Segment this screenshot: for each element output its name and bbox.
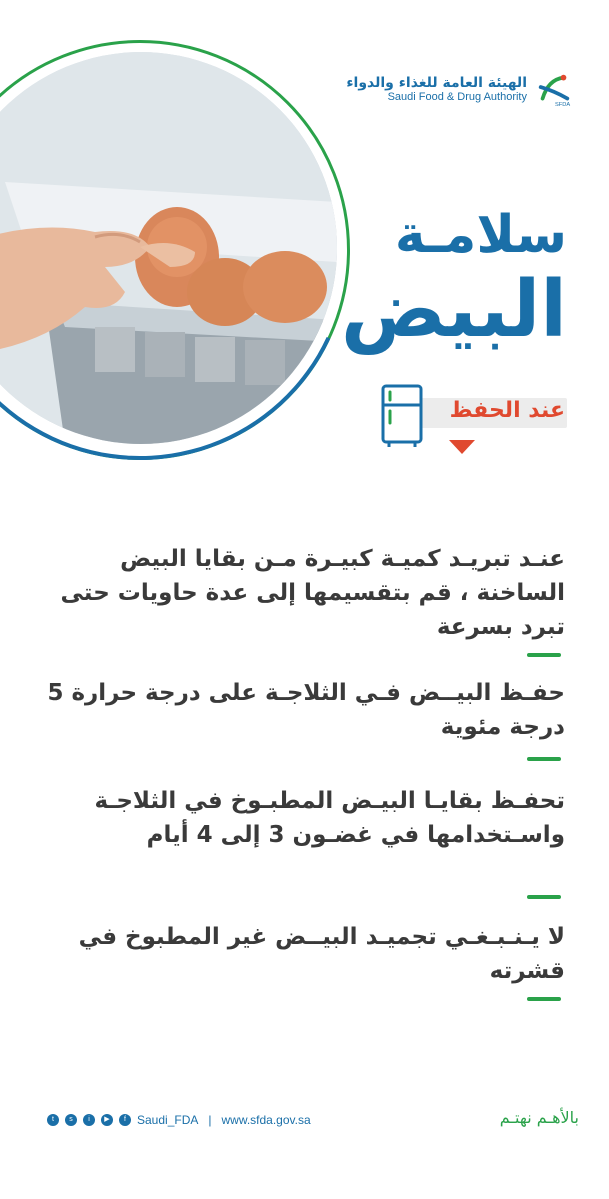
logo-name-english: Saudi Food & Drug Authority [387, 90, 527, 103]
facebook-icon[interactable]: f [119, 1114, 131, 1126]
logo-name-arabic: الهيئة العامة للغذاء والدواء [346, 74, 527, 91]
footer-separator: | [208, 1113, 212, 1127]
youtube-icon[interactable]: ▶ [101, 1114, 113, 1126]
sfda-logo [346, 70, 573, 108]
snapchat-icon[interactable]: s [65, 1114, 77, 1126]
tip-divider [527, 757, 561, 761]
storage-label: عند الحفظ [449, 398, 565, 423]
website-link[interactable]: www.sfda.gov.sa [221, 1113, 311, 1127]
title-eggs: البيض [340, 265, 567, 355]
tip-3: تحفـظ بقايـا البيـض المطبـوخ في الثلاجـة واسـتخدامها في غضـون 3 إلى 4 أيام [94, 788, 565, 849]
logo-badge: SFDA [554, 102, 571, 108]
tip-divider [527, 997, 561, 1001]
tip-1: عنـد تبريـد كميـة كبيـرة مـن بقايا البيض الساخنة ، قم بتقسيمها إلى عدة حاويات حتى تبرد بسرعة [60, 546, 565, 641]
tip-divider [527, 653, 561, 657]
fridge-icon [380, 383, 424, 449]
twitter-icon[interactable]: t [47, 1114, 59, 1126]
down-arrow-icon [449, 440, 475, 454]
social-handle[interactable]: Saudi_FDA [137, 1113, 199, 1127]
slogan: بالأهـم نهتـم [499, 1108, 579, 1127]
tip-4: لا يـنـبـغـي تجميـد البيــض غير المطبوخ في قشرته [78, 924, 565, 985]
instagram-icon[interactable]: i [83, 1114, 95, 1126]
title-safety: سلامـة [394, 205, 567, 265]
logo-text [346, 75, 527, 104]
sfda-emblem-icon [535, 70, 573, 108]
tip-2: حفـظ البيــض فـي الثلاجـة على درجة حرارة 5 درجة مئوية [47, 680, 565, 741]
tip-divider [527, 895, 561, 899]
footer-contact [47, 1113, 311, 1127]
